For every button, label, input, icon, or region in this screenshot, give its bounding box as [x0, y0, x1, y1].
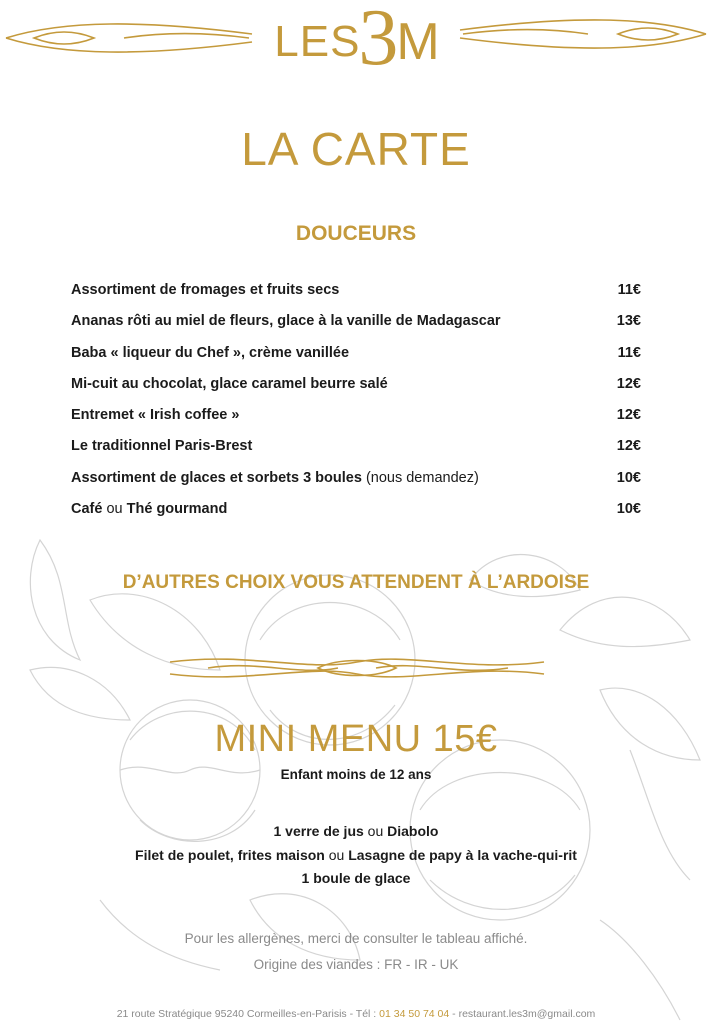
item-name: Baba « liqueur du Chef », crème vanillée	[71, 344, 350, 361]
allergens-note: Pour les allergènes, merci de consulter le tableau affiché.	[184, 931, 528, 946]
item-note: (nous demandez)	[365, 469, 479, 486]
mini-connector: ou	[328, 846, 345, 863]
ardoise-heading: D’AUTRES CHOIX VOUS ATTENDENT À L’ARDOISE	[122, 572, 590, 593]
item-price: 10€	[616, 501, 641, 518]
menu-item	[71, 313, 641, 344]
footer-contact	[0, 1008, 712, 1020]
footer-email: - restaurant.les3m@gmail.com	[452, 1008, 596, 1020]
menu-item	[71, 438, 641, 469]
menu-item	[71, 501, 641, 532]
origin-note: Origine des viandes : FR - IR - UK	[253, 957, 459, 972]
page-title: LA CARTE	[241, 123, 471, 175]
logo-three: 3	[358, 0, 399, 82]
center-flourish	[168, 648, 546, 688]
logo-m: M	[396, 13, 440, 71]
logo-les: LES	[274, 17, 361, 66]
item-name: Ananas rôti au miel de fleurs, glace à la vanille de Madagascar	[71, 313, 501, 330]
mini-choice-a: Filet de poulet, frites maison	[135, 846, 325, 863]
brand-logo	[262, 0, 452, 84]
item-name: Assortiment de glaces et sorbets 3 boules	[71, 469, 362, 486]
dessert-list	[71, 282, 641, 532]
mini-menu-subtitle: Enfant moins de 12 ans	[280, 767, 432, 782]
mini-menu-line	[0, 844, 712, 868]
menu-item	[71, 407, 641, 438]
mini-connector: ou	[367, 823, 384, 839]
menu-item	[71, 376, 641, 407]
footer-address: 21 route Stratégique 95240 Cormeilles-en-Parisis - Tél :	[116, 1008, 377, 1020]
item-name-part1: Café	[71, 501, 103, 518]
item-price: 12€	[616, 375, 641, 392]
menu-item	[71, 282, 641, 313]
item-name: Entremet « Irish coffee »	[71, 407, 240, 424]
menu-item	[71, 345, 641, 376]
item-price: 12€	[616, 407, 641, 424]
menu-item	[71, 470, 641, 501]
section-title: DOUCEURS	[295, 222, 417, 245]
item-price: 11€	[617, 282, 641, 298]
item-price: 11€	[617, 344, 641, 361]
item-name: Assortiment de fromages et fruits secs	[71, 282, 340, 298]
left-flourish	[4, 18, 254, 58]
item-name: Le traditionnel Paris-Brest	[71, 438, 253, 455]
mini-choice-a: 1 verre de jus	[273, 823, 364, 839]
item-price: 10€	[616, 469, 641, 486]
mini-menu-items	[0, 820, 712, 891]
mini-menu-line: 1 boule de glace	[301, 870, 411, 886]
right-flourish	[458, 14, 708, 54]
item-connector: ou	[106, 501, 123, 518]
item-name: Mi-cuit au chocolat, glace caramel beurre salé	[71, 375, 388, 392]
footer-phone: 01 34 50 74 04	[379, 1008, 450, 1020]
mini-choice-b: Diabolo	[387, 823, 439, 839]
item-price: 12€	[616, 438, 641, 455]
mini-choice-b: Lasagne de papy à la vache-qui-rit	[348, 846, 577, 863]
item-price: 13€	[616, 313, 641, 330]
mini-menu-title: MINI MENU 15€	[214, 718, 498, 760]
item-name-part2: Thé gourmand	[126, 501, 228, 518]
mini-menu-line	[0, 820, 712, 844]
